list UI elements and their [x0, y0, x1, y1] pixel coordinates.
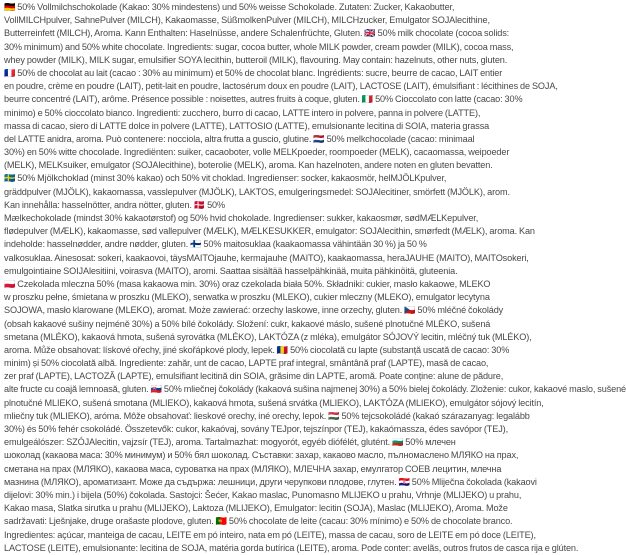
- ingredients-line: шоколад (какаова маса: 30% минимум) и 50% бял шоколад. Съставки: захар, какаово масло, пълномаслено МЛЯКО на прах,: [4, 450, 519, 461]
- ingredients-line: w proszku pełne, śmietana w proszku (MLEKO), serwatka w proszku (MLEKO), cukier mleczny (MLEKO), emulgator lecytyna: [4, 292, 490, 303]
- ingredients-line: 30% minimum) and 50% white chocolate. Ingredients: sugar, cocoa butter, whole MILK powder, cream powder (MILK), cocoa mass,: [4, 41, 514, 52]
- ingredients-line: Kakao masa, Slatka sirutka u prahu (MLIJEKO), Laktoza (MLIJEKO), Emulgator: lecitin (SOJA), Maslac (MLIJEKO), Aroma. Može: [4, 503, 508, 514]
- ingredients-line: Kan innehålla: hasselnötter, andra nötter, gluten. 🇩🇰 50%: [4, 199, 225, 210]
- ingredients-line: (MELK), MELKsuiker, emulgator (SOJAlecithine), boterolie (MELK), aroma. Kan hazelnoten, andere noten en gluten bevatten.: [4, 160, 493, 171]
- ingredients-line: (obsah kakaové sušiny nejméně 30%) a 50% bílé čokolády. Složení: cukr, kakaové máslo, sušené plnotučné MLÉKO, sušená: [4, 318, 491, 329]
- ingredients-line: gräddpulver (MJÖLK), kakaomassa, vasslepulver (MJÖLK), LAKTOS, emulgeringsmedel: SOJAlecitiner, smörfett (MJÖLK), arom.: [4, 186, 510, 197]
- ingredients-line: 30%) és 50% fehér csokoládé. Összetevők: cukor, kakaóvaj, sovány TEJpor, tejszínpor (TEJ), kakaómassza, édes savópor (TEJ),: [4, 424, 508, 434]
- ingredients-line: Ingredientes: açúcar, manteiga de cacau, LEITE em pó inteiro, nata em pó (LEITE), massa de cacau, soro de LEITE em pó doce (LEITE),: [4, 529, 536, 540]
- ingredients-line: en poudre, crème en poudre (LAIT), petit-lait en poudre, lactosérum doux en poudre (LAIT), LACTOSE (LAIT), émulsifiant : lécithines de SOJA,: [4, 81, 558, 92]
- ingredients-line: minim) și 50% ciocolată albă. Ingrediente: zahăr, unt de cacao, LAPTE praf integral, smântână praf (LAPTE), masă de cacao,: [4, 358, 489, 369]
- ingredients-line: Mælkechokolade (mindst 30% kakaotørstof) og 50% hvid chokolade. Ingredienser: sukker, kakaosmør, sødMÆLKepulver,: [4, 213, 479, 223]
- ingredients-line: zer praf (LAPTE), LACTOZĂ (LAPTE), emulsifiant lecitină din SOIA, grăsime din LAPTE, aromă. Poate conține: alune de pădure,: [4, 371, 504, 382]
- ingredients-line: 🇸🇪 50% Mjölkchoklad (minst 30% kakao) och 50% vit choklad. Ingredienser: socker, kakaosmör, helMJÖLKpulver,: [4, 173, 447, 184]
- ingredients-line: VollMILCHpulver, SahnePulver (MILCH), Kakaomasse, SüßmolkenPulver (MILCH), MILCHzucker, Emulgator SOJAlecithine,: [4, 15, 490, 26]
- ingredients-line: 🇩🇪 50% Vollmilchschokolade (Kakao: 30% mindestens) und 50% weisse Schokolade. Zutaten: Zucker, Kakaobutter,: [4, 2, 455, 12]
- ingredients-line: whey powder (MILK), MILK sugar, emulsifier SOYA lecithin, butteroil (MILK), flavouring. May contain: hazelnuts, other nuts, gluten.: [4, 54, 508, 65]
- ingredients-line: sadržavati: Lješnjake, druge orašaste plodove, gluten. 🇵🇹 50% chocolate de leite (cacau: 30% mínimo) e 50% de chocolate branco.: [4, 516, 513, 527]
- ingredients-line: valkosuklaa. Ainesosat: sokeri, kaakaovoi, täysMAITOjauhe, kermajauhe (MAITO), kaakaomassa, heraJAUHE (MAITO), MAITOsokeri,: [4, 252, 529, 263]
- ingredients-line: mliečny tuk (MLIEKO), aróma. Môže obsahovať: lieskové orechy, iné orechy, lepok. 🇭🇺 50% tejcsokoládé (kakaó szárazanyag: legalább: [4, 410, 530, 421]
- ingredients-line: massa di cacao, siero di LATTE dolce in polvere (LATTE), LATTOSIO (LATTE), emulsionante lecitina di SOIA, materia grassa: [4, 120, 490, 131]
- ingredients-line: SOJOWA, masło klarowane (MLEKO), aromat. Może zawierać: orzechy laskowe, inne orzechy, gluten. 🇨🇿 50% mléčné čokolády: [4, 305, 504, 316]
- ingredients-line: flødepulver (MÆLK), kakaomasse, sød vallepulver (MÆLK), MÆLKESUKKER, emulgator: SOJAlecithin, smørfedt (MÆLK), aroma. Kan: [4, 226, 535, 237]
- ingredients-line: del LATTE anidra, aroma. Può contenere: nocciola, altra frutta a guscio, glutine. 🇳🇱 50% melkchocolade (cacao: minimaal: [4, 133, 475, 144]
- ingredients-line: plnotučné MLIEKO, sušená smotana (MLIEKO), kakaová hmota, sušená srvátka (MLIEKO), LAKTÓZA (MLIEKO), emulgátor sójový lecitín,: [4, 397, 544, 408]
- ingredients-line: dijelovi: 30% min.) i bijela (50%) čokolada. Sastojci: Šećer, Kakao maslac, Punomasno MLIJEKO u prahu, Vrhnje (MLIJEKO) u prahu,: [4, 489, 522, 500]
- ingredients-line: мазнина (МЛЯКО), ароматизант. Може да съдържа: лешници, други черупкови плодове, глутен. 🇭🇷 50% Mliječna čokolada (kakaovi: [4, 476, 537, 487]
- ingredients-line: beurre concentré (LAIT), arôme. Présence possible : noisettes, autres fruits à coque, gluten. 🇮🇹 50% Cioccolato con latte (cacao: 30%: [4, 94, 523, 105]
- ingredients-line: smetana (MLÉKO), kakaová hmota, sušená syrovátka (MLÉKO), LAKTÓZA (z mléka), emulgátor SÓJOVÝ lecitin, mléčný tuk (MLÉKO),: [4, 331, 532, 342]
- ingredients-line: emulgeálószer: SZÓJAlecitin, vajzsír (TEJ), aroma. Tartalmazhat: mogyorót, egyéb diófélét, glutént. 🇧🇬 50% млечен: [4, 437, 456, 448]
- ingredients-line: LACTOSE (LEITE), emulsionante: lecitina de SOJA, matéria gorda butírica (LEITE), aroma. Pode conter: avelãs, outros frutos de casca rija e glúten.: [4, 542, 579, 553]
- ingredients-line: aroma. Může obsahovat: lískové ořechy, jiné skořápkové plody, lepek. 🇷🇴 50% ciocolată cu lapte (substanță uscată de cacao: 30%: [4, 344, 510, 355]
- ingredients-line: Butterreinfett (MILCH), Aroma. Kann Enthalten: Haselnüsse, andere Schalenfrüchte, Gluten. 🇬🇧 50% milk chocolate (cocoa solids:: [4, 28, 510, 39]
- ingredients-line: 🇵🇱 Czekolada mleczna 50% (masa kakaowa min. 30%) oraz czekolada biała 50%. Składniki: cukier, masło kakaowe, MLEKO: [4, 278, 491, 289]
- ingredients-line: alte fructe cu coajă lemnoasă, gluten. 🇸🇰 50% mliečnej čokolády (kakaová sušina najmenej 30%) a 50% bielej čokolády. Zloženie: cukor, kakaové maslo, sušené: [4, 384, 626, 395]
- ingredients-line: minimo) e 50% cioccolato bianco. Ingredienti: zucchero, burro di cacao, LATTE intero in polvere, panna in polvere (LATTE),: [4, 107, 481, 118]
- ingredients-line: indeholde: hasselnødder, andre nødder, gluten. 🇫🇮 50% maitosuklaa (kaakaomassa vähintään 30 %) ja 50 %: [4, 239, 427, 250]
- ingredients-line: emulgointiaine SOIJAlesitiini, voirasva (MAITO), aromi. Saattaa sisältää hasselpähkinää, muita pähkinöitä, gluteenia.: [4, 265, 458, 276]
- ingredients-line: сметана на прах (МЛЯКО), какаова маса, суроватка на прах (МЛЯКО), МЛЕЧНА захар, емулгатор СОЕВ лецитин, млечна: [4, 463, 502, 474]
- ingredients-line: 🇫🇷 50% de chocolat au lait (cacao : 30% au minimum) et 50% de chocolat blanc. Ingrédients: sucre, beurre de cacao, LAIT entier: [4, 67, 503, 78]
- ingredients-line: 30%) en 50% witte chocolade. Ingrediënten: suiker, cacaoboter, volle MELKpoeder, roompoeder (MELK), cacaomassa, weipoeder: [4, 147, 510, 158]
